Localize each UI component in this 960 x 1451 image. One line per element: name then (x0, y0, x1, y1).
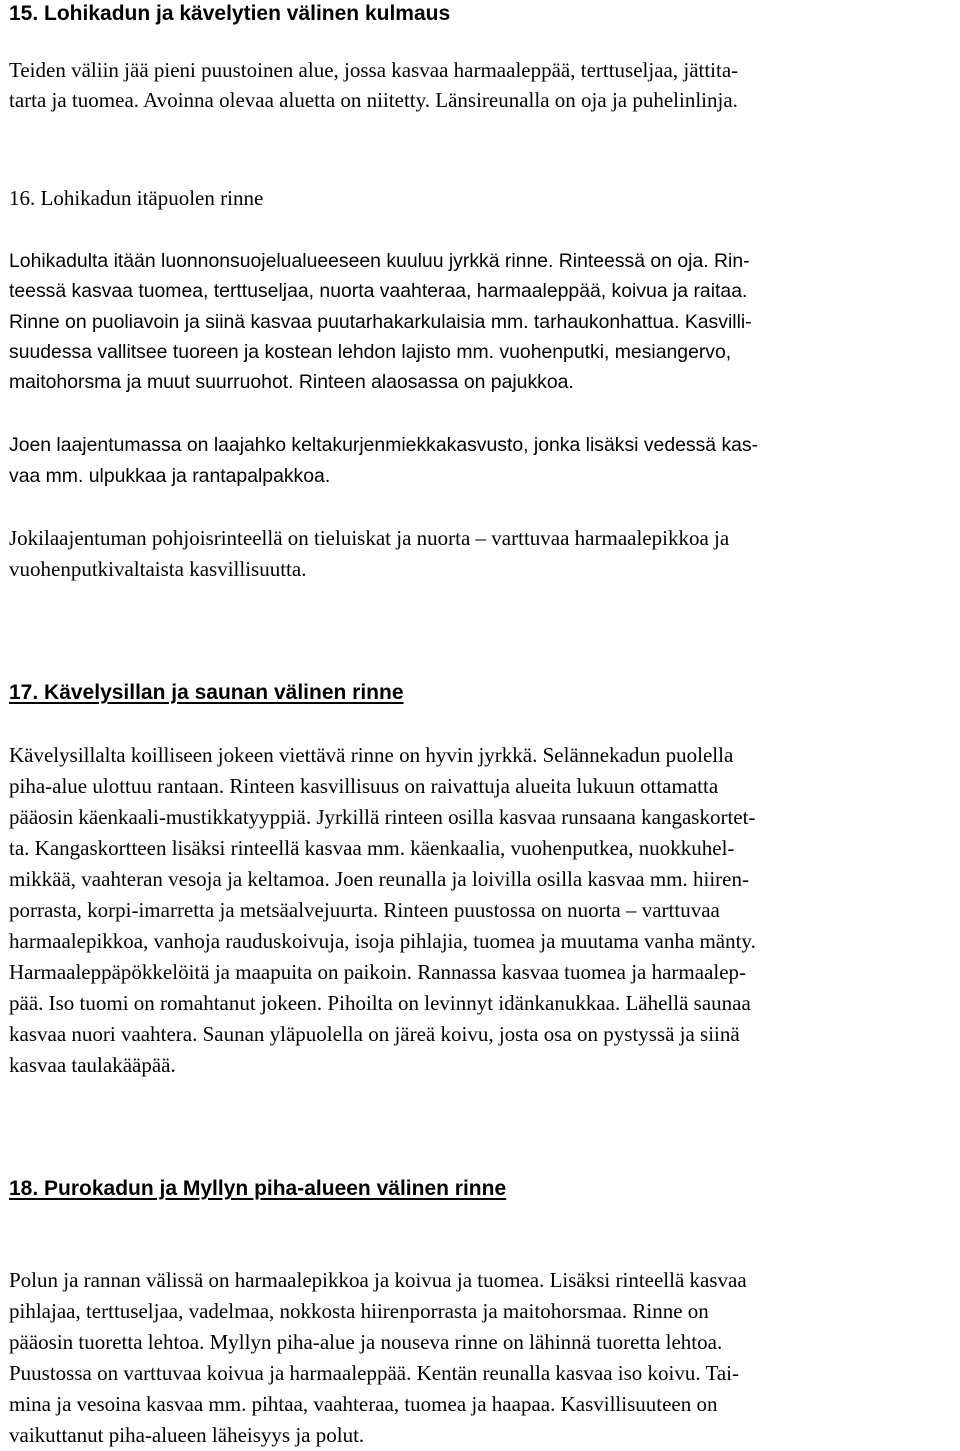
section-17-line-1: Kävelysillalta koilliseen jokeen viettävä rinne on hyvin jyrkkä. Selännekadun puolella (9, 743, 734, 767)
section-16-line-2: teessä kasvaa tuomea, terttuseljaa, nuorta vaahteraa, harmaaleppää, koivua ja raitaa. (9, 280, 748, 302)
section-17-line-2: piha-alue ulottuu rantaan. Rinteen kasvillisuus on raivattuja alueita lukuun ottamatta (9, 774, 719, 798)
section-17-line-10: kasvaa nuori vaahtera. Saunan yläpuolella on järeä koivu, josta osa on pystyssä ja siinä (9, 1022, 740, 1046)
section-18-line-2: pihlajaa, terttuseljaa, vadelmaa, nokkosta hiirenporrasta ja maitohorsmaa. Rinne on (9, 1299, 709, 1323)
section-18-line-4: Puustossa on varttuvaa koivua ja harmaaleppää. Kentän reunalla kasvaa iso koivu. Tai- (9, 1361, 739, 1385)
section-16-line-6: Joen laajentumassa on laajahko keltakurjenmiekkakasvusto, jonka lisäksi vedessä kas- (9, 434, 759, 456)
section-17-line-3: pääosin käenkaali-mustikkatyyppiä. Jyrkillä rinteen osilla kasvaa runsaana kangaskortet- (9, 805, 756, 829)
section-17-line-4: ta. Kangaskortteen lisäksi rinteellä kasvaa mm. käenkaalia, vuohenputkea, nuokkuhel- (9, 836, 735, 860)
section-16-line-9: vuohenputkivaltaista kasvillisuutta. (9, 557, 307, 581)
section-17-line-5: mikkää, vaahteran vesoja ja keltamoa. Joen reunalla ja loivilla osilla kasvaa mm. hiiren- (9, 867, 749, 891)
section-15-heading: 15. Lohikadun ja kävelytien välinen kulmaus (9, 2, 451, 25)
section-17-line-6: porrasta, korpi-imarretta ja metsäalvejuurta. Rinteen puustossa on nuorta – varttuvaa (9, 898, 720, 922)
section-18-line-1: Polun ja rannan välissä on harmaalepikkoa ja koivua ja tuomea. Lisäksi rinteellä kasvaa (9, 1268, 747, 1292)
section-18-heading: 18. Purokadun ja Myllyn piha-alueen välinen rinne (9, 1177, 507, 1200)
section-18-line-6: vaikuttanut piha-alueen läheisyys ja polut. (9, 1423, 365, 1447)
section-17-line-11: kasvaa taulakääpää. (9, 1053, 176, 1077)
section-17-heading: 17. Kävelysillan ja saunan välinen rinne (9, 681, 404, 704)
section-15-line-1: Teiden väliin jää pieni puustoinen alue, jossa kasvaa harmaaleppää, terttuseljaa, jättita- (9, 58, 739, 82)
section-17-line-9: pää. Iso tuomi on romahtanut jokeen. Pihoilta on levinnyt idänkanukkaa. Lähellä saunaa (9, 991, 751, 1015)
section-17-line-7: harmaalepikkoa, vanhoja rauduskoivuja, isoja pihlajia, tuomea ja muutama vanha mänty. (9, 929, 756, 953)
section-16-line-4: suudessa vallitsee tuoreen ja kostean lehdon lajisto mm. vuohenputki, mesiangervo, (9, 341, 732, 363)
section-16-line-1: Lohikadulta itään luonnonsuojelualueeseen kuuluu jyrkkä rinne. Rinteessä on oja. Rin- (9, 250, 750, 272)
section-15-line-2: tarta ja tuomea. Avoinna olevaa aluetta on niitetty. Länsireunalla on oja ja puhelinlinja. (9, 88, 738, 112)
section-16-line-5: maitohorsma ja muut suurruohot. Rinteen alaosassa on pajukkoa. (9, 371, 574, 393)
section-16-line-7: vaa mm. ulpukkaa ja rantapalpakkoa. (9, 465, 331, 487)
section-16-line-3: Rinne on puoliavoin ja siinä kasvaa puutarhakarkulaisia mm. tarhaukonhattua. Kasvilli- (9, 311, 752, 333)
section-16-heading: 16. Lohikadun itäpuolen rinne (9, 186, 264, 210)
section-16-line-8: Jokilaajentuman pohjoisrinteellä on tieluiskat ja nuorta – varttuvaa harmaalepikkoa ja (9, 526, 730, 550)
section-17-line-8: Harmaaleppäpökkelöitä ja maapuita on paikoin. Rannassa kasvaa tuomea ja harmaalep- (9, 960, 747, 984)
section-18-line-3: pääosin tuoretta lehtoa. Myllyn piha-alue ja nouseva rinne on lähinnä tuoretta lehtoa. (9, 1330, 723, 1354)
section-18-line-5: mina ja vesoina kasvaa mm. pihtaa, vaahteraa, tuomea ja haapaa. Kasvillisuuteen on (9, 1392, 718, 1416)
